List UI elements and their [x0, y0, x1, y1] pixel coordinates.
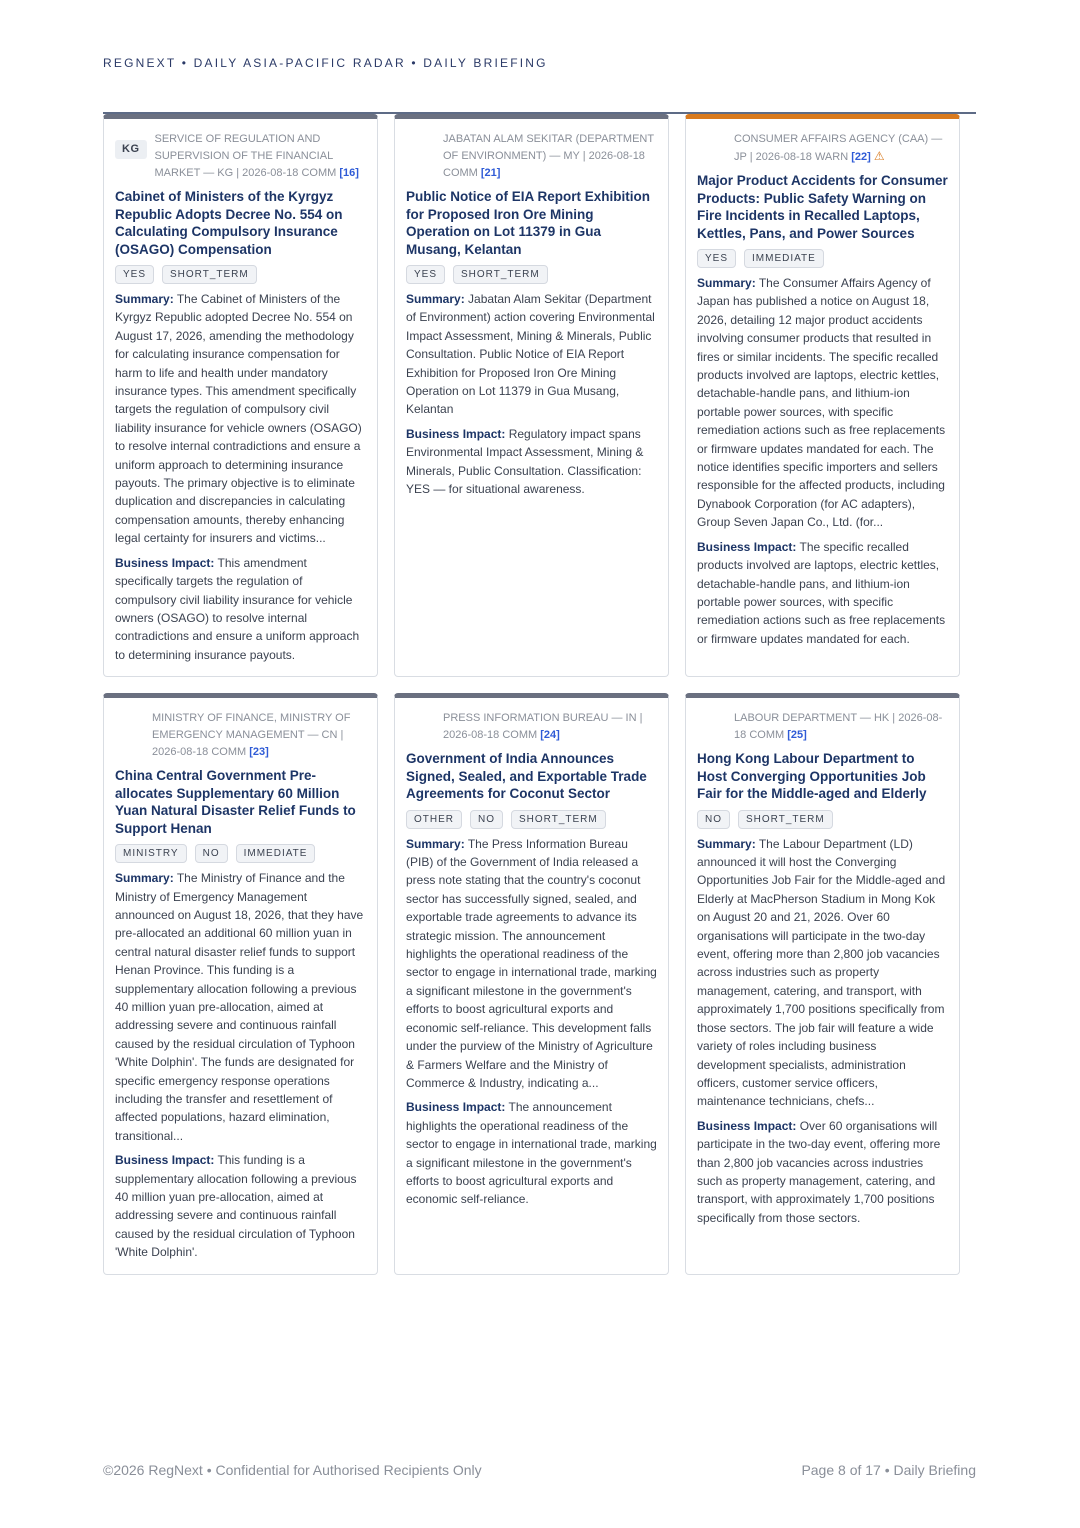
tag-list [115, 844, 366, 863]
reference-link[interactable]: [22] [851, 151, 871, 163]
summary-label: Summary: [697, 836, 756, 851]
business-impact-block [697, 1117, 948, 1227]
summary-text: The Consumer Affairs Agency of Japan has published a notice on August 18, 2026, detailing 12 major product accidents involving consumer products that resulted in fires or similar incidents. The specific recalled products involved are laptops, electric kettles, detachable-handle pans, and lithium-ion portable power sources, with specific remediation actions such as free replacements or firmware updates mandated for each. The notice identifies specific importers and sellers responsible for the affected products, including Dynabook Corporation (for AC adapters), Group Seven Japan Co., Ltd. (for... [697, 276, 946, 530]
summary-label: Summary: [406, 292, 465, 306]
classification-label: WARN [814, 151, 849, 163]
card-title[interactable]: Hong Kong Labour Department to Host Converging Opportunities Job Fair for the Middle-aged and Elderly [697, 751, 927, 802]
footer-page-number: Page 8 of 17 • Daily Briefing [801, 1462, 976, 1478]
summary-label: Summary: [115, 871, 174, 886]
business-impact-block [406, 1098, 657, 1208]
business-impact-block [697, 538, 948, 648]
card-title[interactable]: Government of India Announces Signed, Sealed, and Exportable Trade Agreements for Coconut Sector [406, 751, 647, 802]
tag: YES [697, 249, 736, 268]
business-impact-text: Over 60 organisations will participate in the two-day event, offering more than 2,800 job vacancies across industries such as property management, catering, and transport, with approximately 1,700 positions specifically from those sectors. [697, 1118, 941, 1225]
summary-block [697, 835, 948, 1111]
summary-text: Jabatan Alam Sekitar (Department of Environment) action covering Environmental Impact Assessment, Mining & Minerals, Public Consultation. Public Notice of EIA Report Exhibition for Proposed Iron Ore Mining Operation on Lot 11379 in Gua Musang, Kelantan [406, 292, 655, 417]
briefing-card[interactable] [103, 693, 378, 1275]
classification-label: COMM [749, 729, 785, 742]
tag: MINISTRY [115, 844, 187, 863]
classification-label: COMM [502, 729, 538, 742]
business-impact-block [115, 554, 366, 664]
summary-label: Summary: [697, 276, 756, 290]
summary-text: The Cabinet of Ministers of the Kyrgyz Republic adopted Decree No. 554 on August 17, 2026, amending the methodology for calculating insurance compensation for harm to life and health under mandatory insurance types. This amendment specifically targets the regulation of compulsory civil liability insurance for vehicle owners (OSAGO) to resolve internal contradictions and ensure a uniform approach to determining insurance payouts. The primary objective is to eliminate duplication and discrepancies in calculating compensation amounts, thereby enhancing legal certainty for insurers and victims... [115, 292, 362, 546]
source-line: JABATAN ALAM SEKITAR (DEPARTMENT OF ENVIRONMENT) — MY | 2026-08-18 [443, 133, 654, 162]
tag-list [115, 265, 366, 284]
card-title[interactable]: China Central Government Pre-allocates Supplementary 60 Million Yuan Natural Disaster Relief Funds to Support Henan [115, 768, 356, 836]
source-line: SERVICE OF REGULATION AND SUPERVISION OF THE FINANCIAL MARKET — KG | 2026-08-18 [154, 133, 333, 179]
business-impact-text: The specific recalled products involved are laptops, electric kettles, detachable-handle pans, and lithium-ion portable power sources, with specific remediation actions such as free replacements or firmware updates mandated for each. [697, 539, 946, 646]
summary-text: The Ministry of Finance and the Ministry of Emergency Management announced on August 18, 2026, that they have pre-allocated an additional 60 million yuan in central natural disaster relief funds to support Henan Province. This funding is a supplementary allocation following a previous 40 million yuan pre-allocation, aimed at addressing severe and continuous rainfall caused by the residual circulation of Typhoon 'White Dolphin'. The funds are designated for specific emergency response operations including the transfer and resettlement of affected populations, hazard elimination, transitional... [115, 871, 364, 1143]
classification-label: COMM [443, 167, 478, 179]
tag: NO [470, 810, 503, 829]
business-impact-label: Business Impact: [115, 1153, 215, 1168]
reference-link[interactable]: [23] [249, 746, 269, 759]
business-impact-label: Business Impact: [115, 555, 215, 570]
tag: NO [195, 844, 228, 863]
card-meta [406, 131, 657, 182]
footer-copyright: ©2026 RegNext • Confidential for Authorised Recipients Only [103, 1462, 482, 1478]
card-title[interactable]: Cabinet of Ministers of the Kyrgyz Republic Adopts Decree No. 554 on Calculating Compulsory Insurance (OSAGO) Compensation [115, 189, 343, 257]
tag: NO [697, 810, 730, 829]
business-impact-text: This funding is a supplementary allocation following a previous 40 million yuan pre-allocation, aimed at addressing severe and continuous rainfall caused by the residual circulation of Typhoon 'White Dolphin'. [115, 1153, 357, 1260]
summary-label: Summary: [115, 292, 174, 306]
summary-block [406, 290, 657, 419]
source-line: LABOUR DEPARTMENT — HK | 2026-08-18 [734, 712, 943, 742]
reference-link[interactable]: [24] [540, 729, 560, 742]
summary-label: Summary: [406, 836, 465, 851]
briefing-card[interactable] [685, 693, 960, 1275]
tag-list [406, 810, 657, 829]
summary-text: The Press Information Bureau (PIB) of the Government of India released a press note stating that the country's coconut sector has successfully signed, sealed, and exportable trade agreements to advance its strategic mission. The announcement highlights the operational readiness of the sector to engage in international trade, marking a significant milestone in the government's efforts to boost agricultural exports and economic self-reliance. This development falls under the purview of the Ministry of Agriculture & Farmers Welfare and the Ministry of Commerce & Industry, indicating a... [406, 836, 657, 1090]
card-title[interactable]: Major Product Accidents for Consumer Products: Public Safety Warning on Fire Incidents in Recalled Laptops, Kettles, Pans, and Power Sources [697, 173, 948, 241]
reference-link[interactable]: [16] [339, 167, 359, 179]
reference-link[interactable]: [21] [480, 167, 501, 179]
source-line: MINISTRY OF FINANCE, MINISTRY OF EMERGENCY MANAGEMENT — CN | 2026-08-18 [152, 712, 351, 759]
briefing-card-warning[interactable] [685, 114, 960, 677]
briefing-card[interactable] [394, 114, 669, 677]
source-line: CONSUMER AFFAIRS AGENCY (CAA) — JP | 2026-08-18 [734, 133, 943, 163]
summary-block [406, 835, 657, 1093]
tag: SHORT_TERM [511, 810, 606, 829]
card-meta [115, 131, 366, 182]
business-impact-label: Business Impact: [697, 1118, 797, 1133]
card-meta [697, 131, 948, 166]
summary-text: The Labour Department (LD) announced it will host the Converging Opportunities Job Fair for the Middle-aged and Elderly at MacPherson Stadium in Mong Kok on August 20 and 21, 2026. Over 60 organisations will participate in the two-day event, offering more than 2,800 job vacancies across industries such as property management, catering, and transport, with approximately 1,700 positions specifically from those sectors. The job fair will feature a wide variety of roles including business development specialists, administration officers, customer service officers, maintenance technicians, chefs... [697, 836, 946, 1109]
card-meta [406, 710, 657, 744]
business-impact-label: Business Impact: [697, 539, 797, 554]
warning-icon: ⚠ [873, 149, 885, 163]
business-impact-label: Business Impact: [406, 1100, 506, 1115]
business-impact-text: This amendment specifically targets the regulation of compulsory civil liability insurance for vehicle owners (OSAGO) to resolve internal contradictions and ensure a uniform approach to determining insurance payouts. [115, 555, 360, 662]
tag: SHORT_TERM [738, 810, 833, 829]
business-impact-block [406, 425, 657, 499]
card-meta [697, 710, 948, 744]
source-line: PRESS INFORMATION BUREAU — IN | 2026-08-18 [443, 712, 643, 742]
tag-list [406, 265, 657, 284]
tag-list [697, 810, 948, 829]
card-row-1 [103, 114, 958, 677]
tag-list [697, 249, 948, 268]
country-badge: KG [115, 140, 147, 159]
card-title[interactable]: Public Notice of EIA Report Exhibition for Proposed Iron Ore Mining Operation on Lot 11379 in Gua Musang, Kelantan [406, 189, 651, 257]
summary-block [115, 869, 366, 1145]
summary-block [115, 290, 366, 548]
tag: IMMEDIATE [236, 844, 316, 863]
business-impact-text: The announcement highlights the operational readiness of the sector to engage in international trade, marking a significant milestone in the government's efforts to boost agricultural exports and economic self-reliance. [406, 1100, 657, 1207]
briefing-card[interactable] [103, 114, 378, 677]
briefing-card[interactable] [394, 693, 669, 1275]
card-meta [115, 710, 366, 761]
business-impact-block [115, 1151, 366, 1261]
classification-label: COMM [211, 746, 247, 759]
tag: YES [115, 265, 154, 284]
tag: SHORT_TERM [453, 265, 548, 284]
reference-link[interactable]: [25] [787, 729, 807, 742]
tag: IMMEDIATE [744, 249, 824, 268]
tag: SHORT_TERM [162, 265, 257, 284]
card-row-2 [103, 693, 958, 1275]
summary-block [697, 274, 948, 532]
tag: OTHER [406, 810, 462, 829]
report-header: REGNEXT • DAILY ASIA-PACIFIC RADAR • DAILY BRIEFING [103, 56, 548, 70]
business-impact-label: Business Impact: [406, 426, 506, 441]
business-impact-text: Regulatory impact spans Environmental Impact Assessment, Mining & Minerals, Public Consultation. Classification: YES — for situational awareness. [406, 426, 644, 497]
briefing-card-grid [103, 114, 958, 1275]
tag: YES [406, 265, 445, 284]
classification-label: COMM [301, 167, 337, 179]
